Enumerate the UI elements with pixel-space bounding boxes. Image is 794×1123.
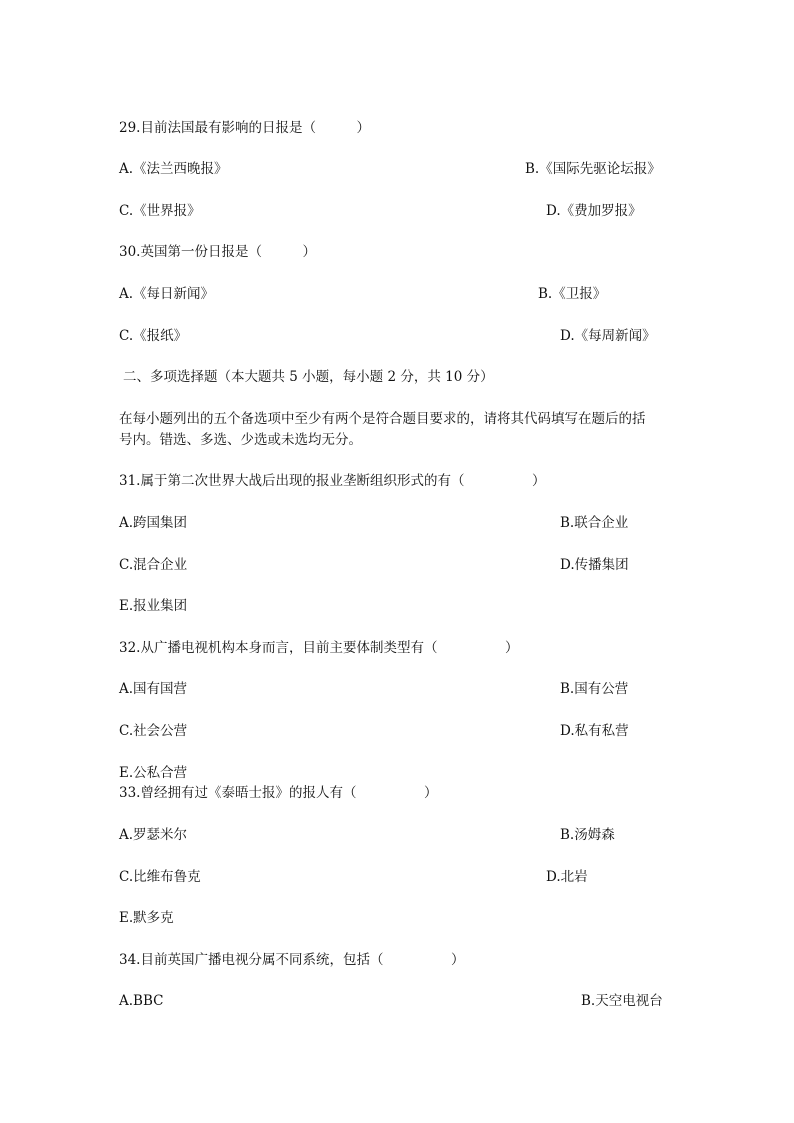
q33-option-a: A.罗瑟米尔 xyxy=(119,827,188,843)
q31-option-a: A.跨国集团 xyxy=(119,515,188,531)
q29-option-c: C.《世界报》 xyxy=(119,203,201,219)
q32-option-c: C.社会公营 xyxy=(119,723,188,739)
q30-option-c: C.《报纸》 xyxy=(119,328,188,344)
q32-option-a: A.国有国营 xyxy=(119,681,188,697)
q29-option-b: B.《国际先驱论坛报》 xyxy=(525,161,661,177)
q30-option-d: D.《每周新闻》 xyxy=(560,328,656,344)
q31-stem: 31.属于第二次世界大战后出现的报业垄断组织形式的有（ ） xyxy=(119,473,546,489)
q32-option-d: D.私有私营 xyxy=(560,723,629,739)
q31-option-b: B.联合企业 xyxy=(560,515,629,531)
q31-option-c: C.混合企业 xyxy=(119,557,188,573)
q34-stem: 34.目前英国广播电视分属不同系统，包括（ ） xyxy=(119,952,465,968)
q31-option-e: E.报业集团 xyxy=(119,598,188,614)
q32-stem: 32.从广播电视机构本身而言，目前主要体制类型有（ ） xyxy=(119,640,519,656)
q33-option-d: D.北岩 xyxy=(546,869,588,885)
q29-stem: 29.目前法国最有影响的日报是（ ） xyxy=(119,120,370,136)
q31-option-d: D.传播集团 xyxy=(560,557,629,573)
q33-option-b: B.汤姆森 xyxy=(560,827,615,843)
q30-stem: 30.英国第一份日报是（ ） xyxy=(119,244,316,260)
q32-option-e: E.公私合营 xyxy=(119,765,188,781)
q32-option-b: B.国有公营 xyxy=(560,681,629,697)
q33-stem: 33.曾经拥有过《泰晤士报》的报人有（ ） xyxy=(119,785,438,801)
q33-option-e: E.默多克 xyxy=(119,910,174,926)
q29-option-d: D.《费加罗报》 xyxy=(546,203,642,219)
q30-option-a: A.《每日新闻》 xyxy=(119,286,215,302)
section-instruction-line2: 号内。错选、多选、少选或未选均无分。 xyxy=(119,432,362,448)
q30-option-b: B.《卫报》 xyxy=(538,286,607,302)
q33-option-c: C.比维布鲁克 xyxy=(119,869,201,885)
q29-option-a: A.《法兰西晚报》 xyxy=(119,161,228,177)
section-instruction-line1: 在每小题列出的五个备选项中至少有两个是符合题目要求的，请将其代码填写在题后的括 xyxy=(119,411,646,427)
section-title: 二、多项选择题（本大题共 5 小题，每小题 2 分，共 10 分） xyxy=(123,369,494,385)
q34-option-a: A.BBC xyxy=(119,993,164,1009)
q34-option-b: B.天空电视台 xyxy=(581,993,663,1009)
